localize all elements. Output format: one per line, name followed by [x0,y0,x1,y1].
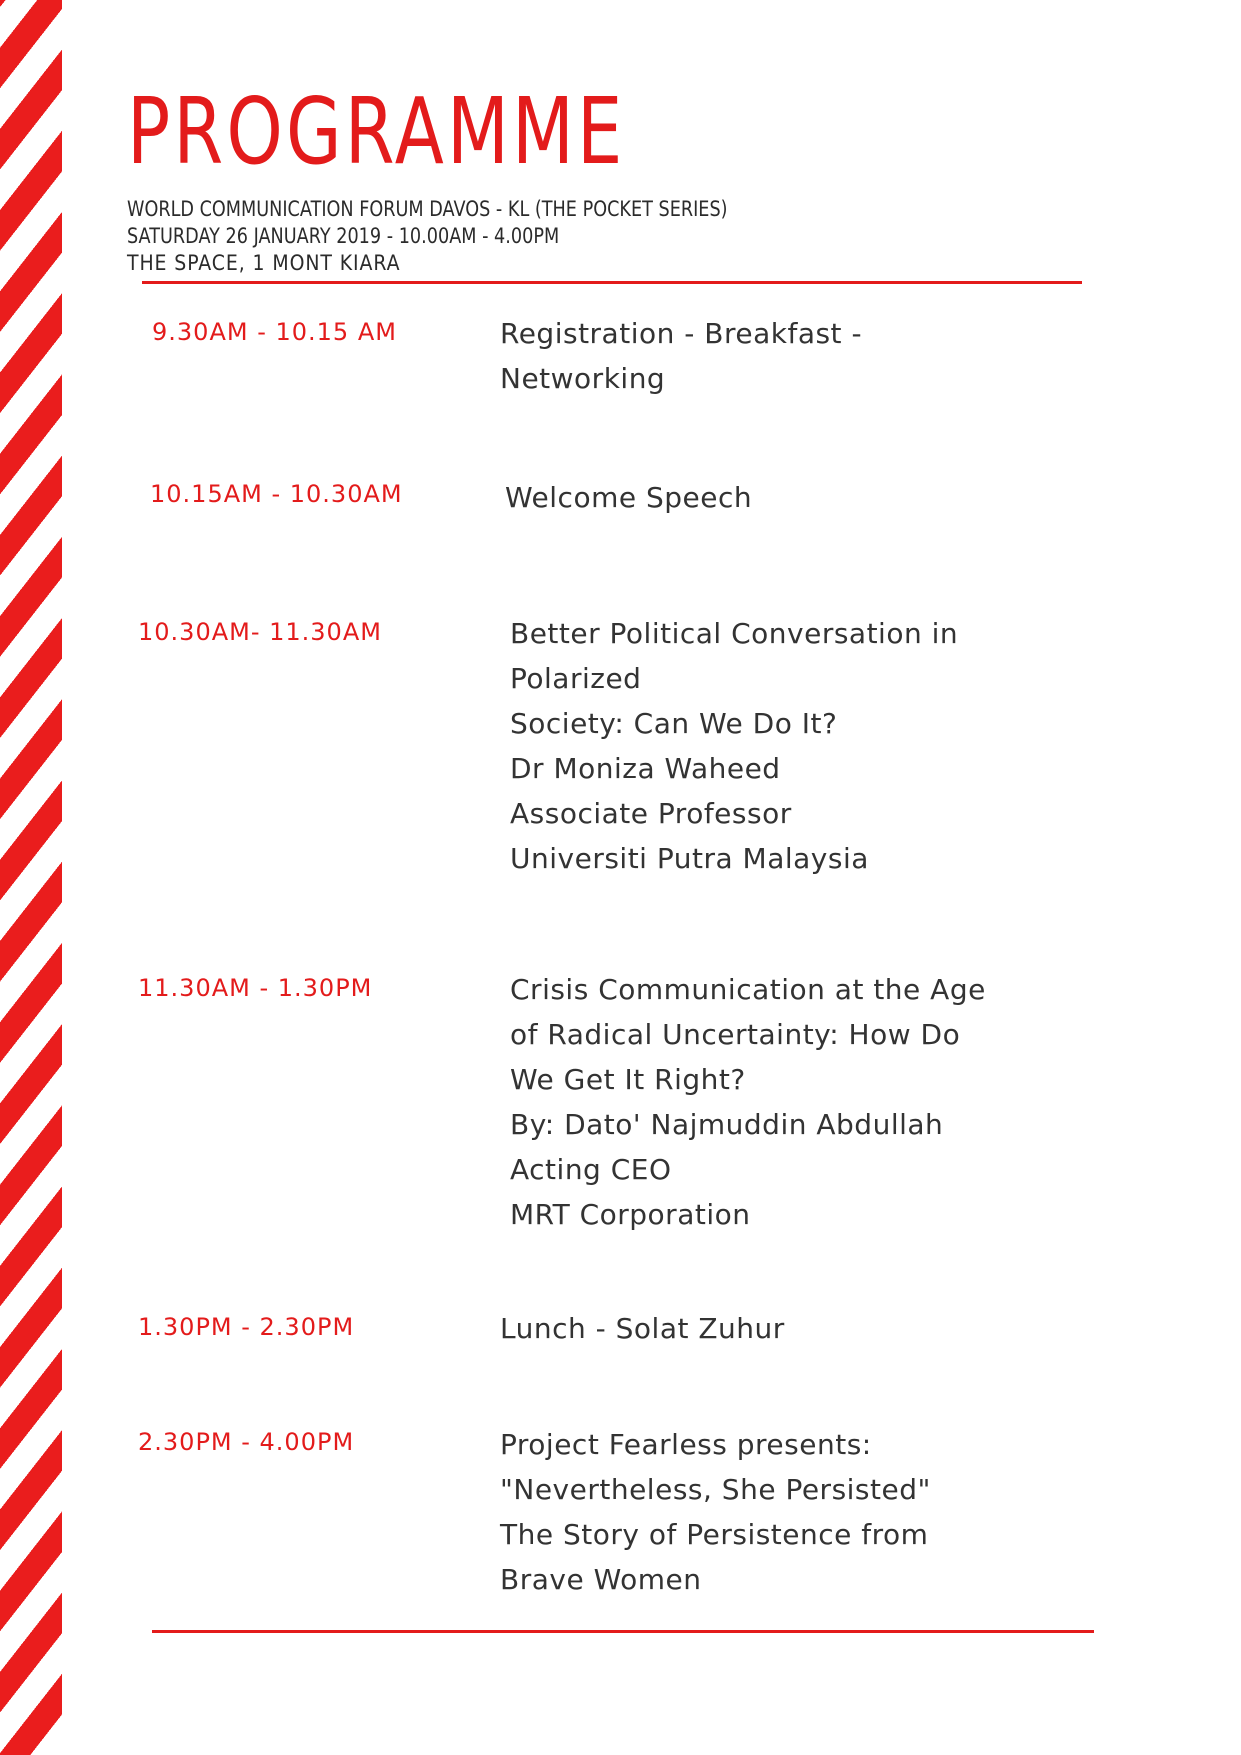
session-line: Society: Can We Do It? [510,707,838,740]
session-line: Registration - Breakfast - [500,317,863,350]
session-line: Networking [500,362,666,395]
event-name: WORLD COMMUNICATION FORUM DAVOS - KL (THE POCKET SERIES) [127,197,728,221]
time-slot-5: 1.30PM - 2.30PM [138,1313,355,1341]
event-subheading [127,196,842,277]
time-slot-1: 9.30AM - 10.15 AM [152,318,397,346]
session-line: Associate Professor [510,797,792,830]
session-line: of Radical Uncertainty: How Do [510,1018,961,1051]
session-line: Better Political Conversation in [510,617,959,650]
session-line: "Nevertheless, She Persisted" [500,1473,931,1506]
session-line: Polarized [510,662,642,695]
session-line: We Get It Right? [510,1063,746,1096]
time-slot-3: 10.30AM- 11.30AM [138,618,382,646]
session-4 [510,967,986,1237]
bottom-divider [152,1630,1094,1633]
session-line: Universiti Putra Malaysia [510,842,869,875]
session-line: Crisis Communication at the Age [510,973,986,1006]
session-2 [505,475,752,520]
session-line: By: Dato' Najmuddin Abdullah [510,1108,944,1141]
session-line: Project Fearless presents: [500,1428,872,1461]
session-1 [500,311,862,401]
session-line: Brave Women [500,1563,702,1596]
session-line: Acting CEO [510,1153,672,1186]
page-title: PROGRAMME [127,78,626,185]
session-line: The Story of Persistence from [500,1518,929,1551]
session-6 [500,1422,931,1602]
time-slot-2: 10.15AM - 10.30AM [150,480,403,508]
session-line: Lunch - Solat Zuhur [500,1312,785,1345]
event-venue: THE SPACE, 1 MONT KIARA [127,251,401,275]
session-line: Dr Moniza Waheed [510,752,781,785]
session-3 [510,611,958,881]
time-slot-6: 2.30PM - 4.00PM [138,1428,355,1456]
event-date-time: SATURDAY 26 JANUARY 2019 - 10.00AM - 4.00PM [127,224,560,248]
session-line: MRT Corporation [510,1198,751,1231]
top-divider [142,281,1082,284]
decorative-stripe-border [0,0,62,1755]
time-slot-4: 11.30AM - 1.30PM [138,974,373,1002]
session-line: Welcome Speech [505,481,753,514]
session-5 [500,1306,785,1351]
